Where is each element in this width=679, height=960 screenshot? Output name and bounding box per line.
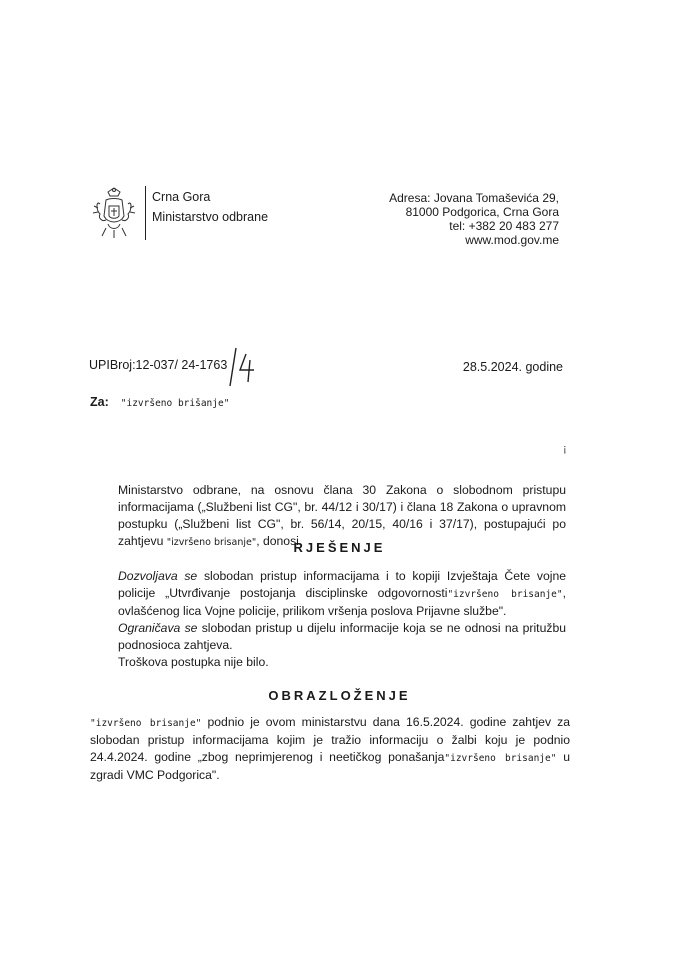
- reasoning-redaction-2: "izvršeno brisanje": [444, 753, 557, 764]
- address-block: [389, 191, 559, 247]
- allow-text-2: , ovlašćenog lica Vojne policije, prilikom vršenja poslova Prijavne službe".: [118, 586, 567, 618]
- address-city: 81000 Podgorica, Crna Gora: [405, 205, 559, 219]
- intro-ending: , donosi: [256, 534, 299, 548]
- costs-text: Troškova postupka nije bilo.: [118, 655, 269, 669]
- country-name: Crna Gora: [152, 190, 211, 204]
- reasoning-text-1: podnio je ovom ministarstvu dana 16.5.2024. godine zahtjev za slobodan pristup informacijama kojim je tražio informaciju o žalbi koju je podnio 24.4.2024. godine „zbog neprimjerenog i neetičkog ponašanja: [90, 715, 571, 764]
- reference-number: UPIBroj:12-037/ 24-1763: [89, 358, 228, 372]
- reasoning-redaction-1: "izvršeno brisanje": [90, 718, 202, 729]
- header-divider: [145, 186, 146, 240]
- intro-text: Ministarstvo odbrane, na osnovu člana 30 Zakona o slobodnom pristupu informacijama („Službeni list CG", br. 44/12 i 30/17) i člana 18 Zakona o upravnom postupku („Službeni list CG", br. 56/14, 20/15, 40/16 i 37/17), postupajući po zahtjevu: [118, 483, 566, 548]
- decision-title: RJEŠENJE: [293, 540, 386, 555]
- allow-verb: Dozvoljava se: [118, 569, 198, 583]
- decision-body: [118, 568, 566, 671]
- margin-mark: ¡: [563, 443, 567, 455]
- handwritten-mark: [228, 346, 256, 388]
- limit-text: slobodan pristup u dijelu informacije koja se ne odnosi na pritužbu podnosioca zahtjeva.: [118, 621, 566, 652]
- intro-redaction: "izvršeno brisanje": [166, 537, 257, 548]
- website: www.mod.gov.me: [465, 233, 559, 247]
- ministry-name: Ministarstvo odbrane: [152, 210, 269, 224]
- addressee-label: Za:: [90, 395, 109, 409]
- reasoning-body: [90, 714, 570, 784]
- reasoning-title: OBRAZLOŽENJE: [268, 688, 411, 703]
- document-date: 28.5.2024. godine: [462, 360, 563, 374]
- limit-verb: Ograničava se: [118, 621, 198, 635]
- allow-redaction: "izvršeno brisanje": [447, 589, 563, 600]
- addressee-redaction: "izvršeno brišanje": [120, 398, 230, 409]
- allow-text-1: slobodan pristup informacijama i to kopiji Izvještaja Čete vojne policije „Utvrđivanje postojanja disciplinske odgovornosti: [118, 569, 567, 600]
- address-street: Adresa: Jovana Tomaševića 29,: [389, 191, 559, 205]
- organization-name: [152, 187, 268, 227]
- phone-number: tel: +382 20 483 277: [449, 219, 559, 233]
- addressee-line: [90, 395, 229, 409]
- reasoning-text-2: u zgradi VMC Podgorica".: [90, 750, 571, 782]
- coat-of-arms-icon: [92, 186, 136, 240]
